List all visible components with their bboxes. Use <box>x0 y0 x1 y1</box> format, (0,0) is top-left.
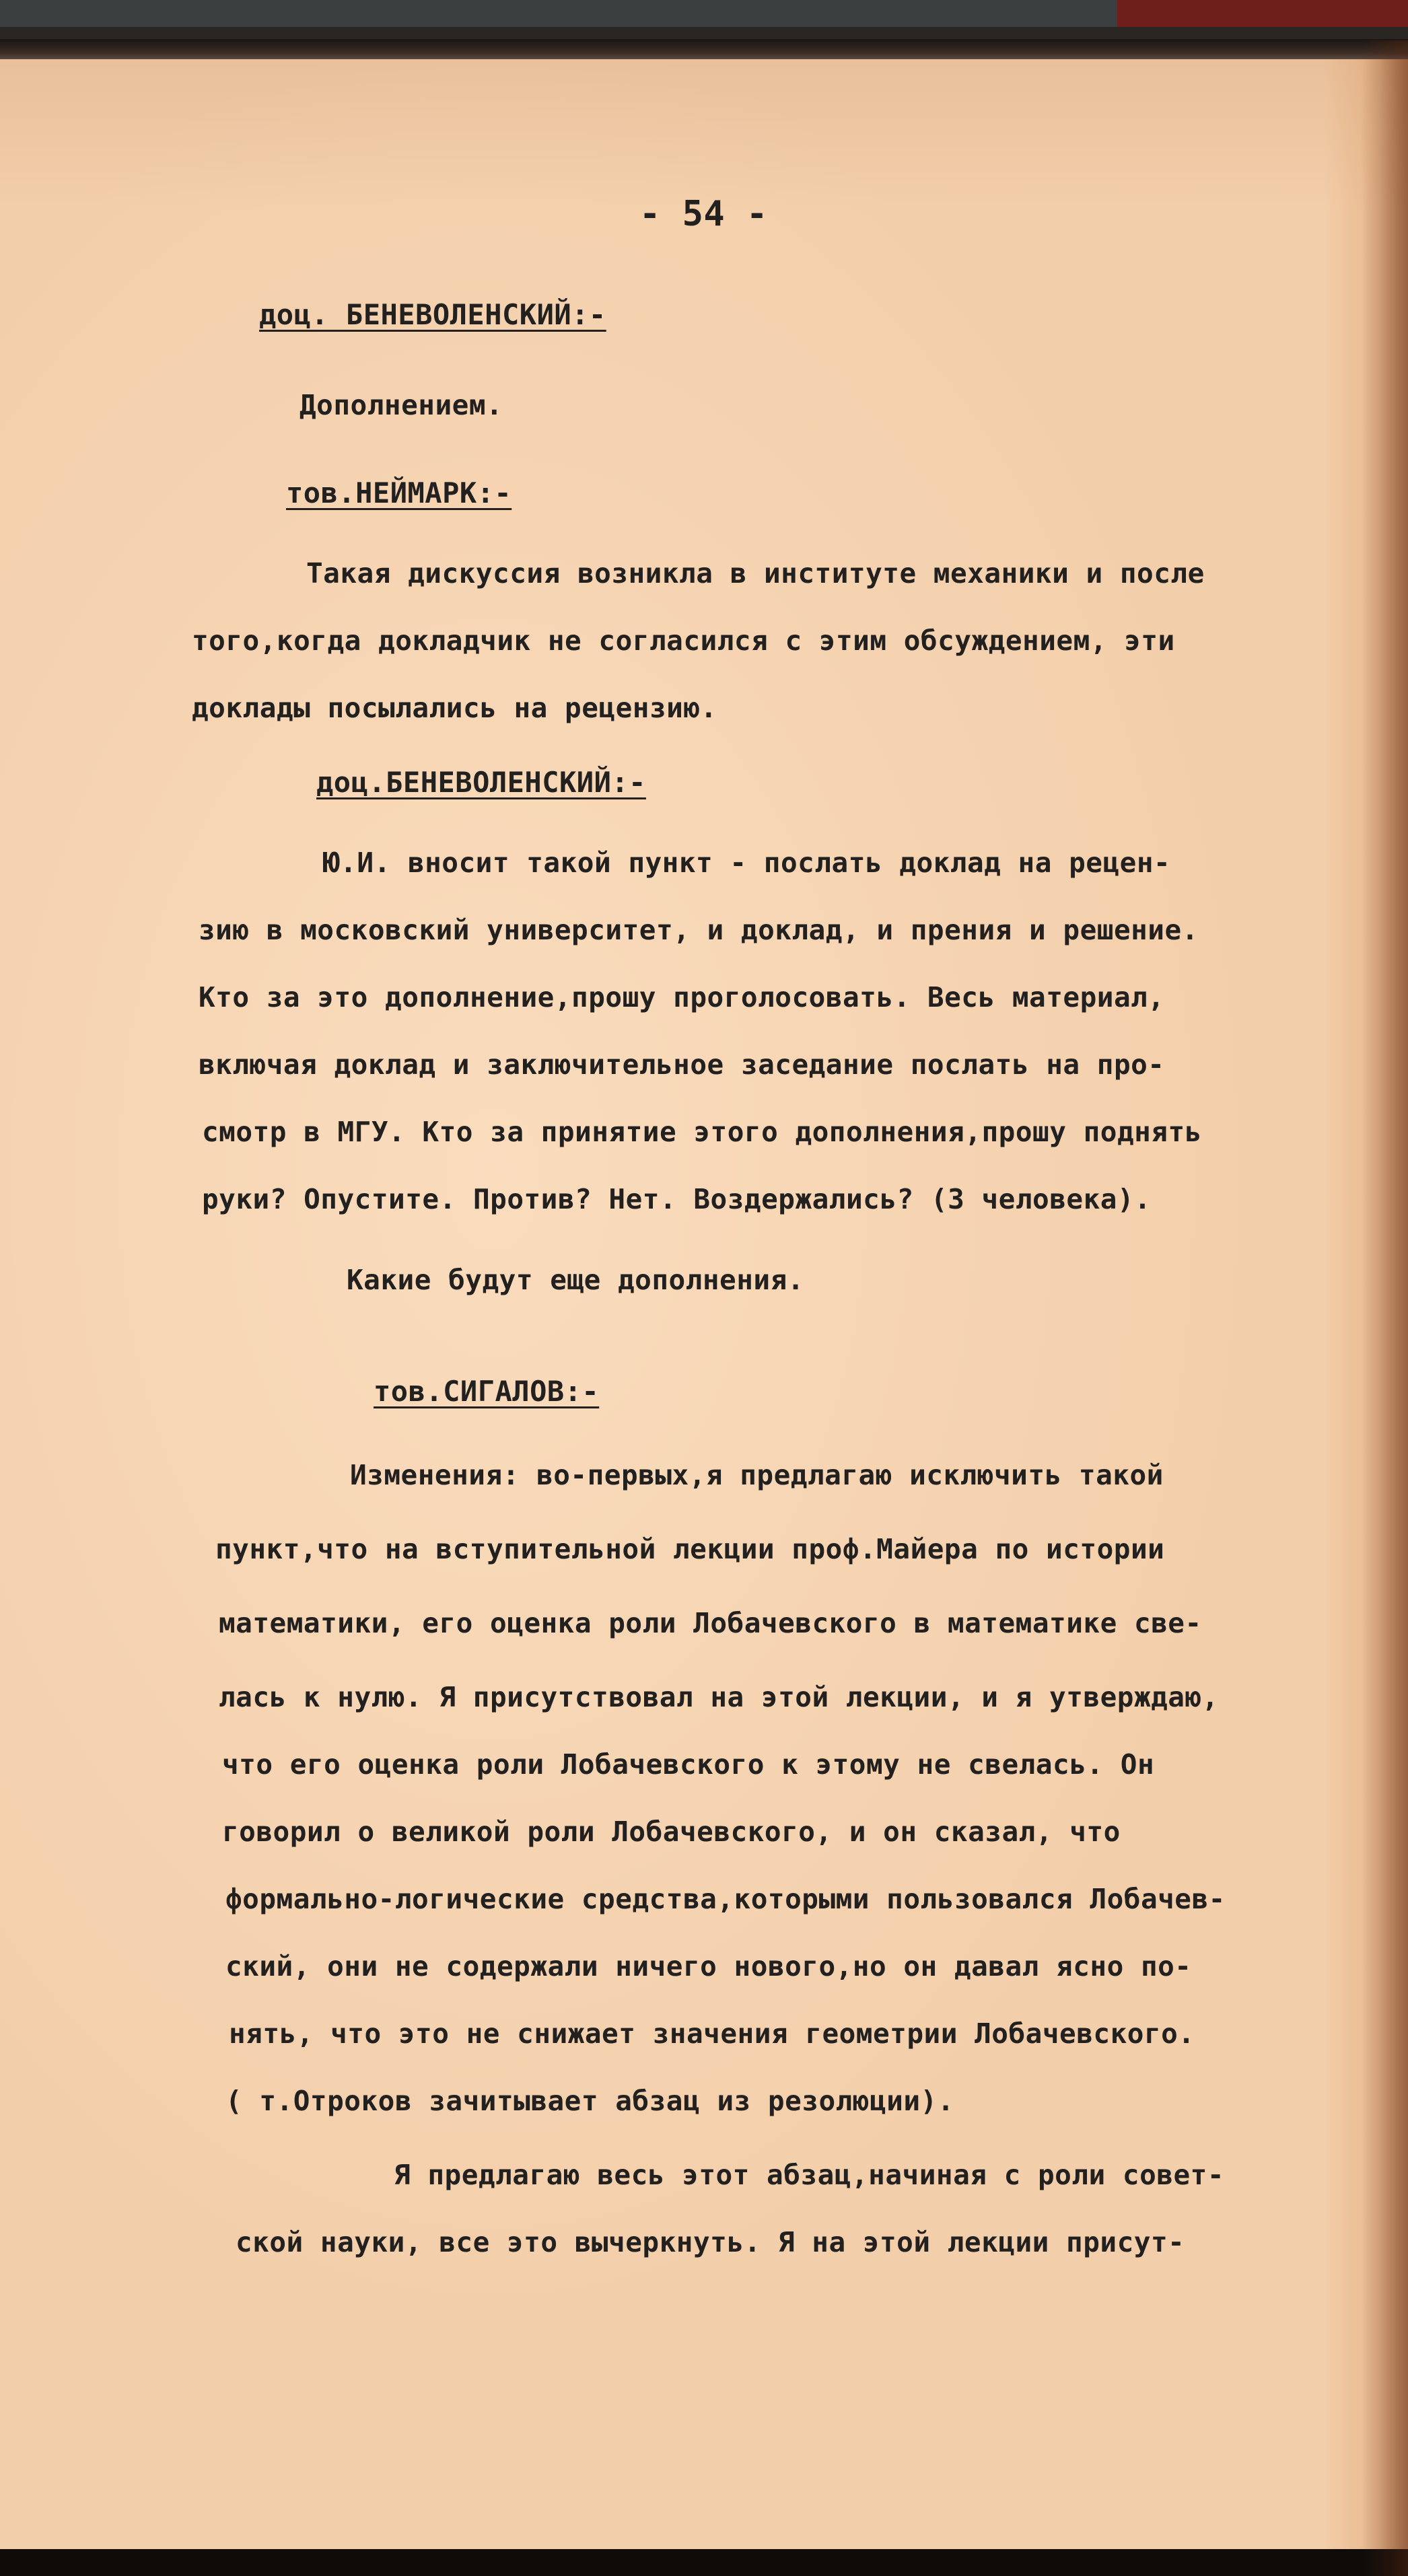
text-line: Дополнением. <box>300 389 503 421</box>
speaker-heading-sigalov: тов.СИГАЛОВ:- <box>374 1375 600 1408</box>
text-line: зию в московский университет, и доклад, и прения и решение. <box>199 914 1199 946</box>
text-line: включая доклад и заключительное заседание послать на про- <box>199 1048 1165 1081</box>
typewritten-page <box>0 59 1408 2549</box>
text-line: Какие будут еще дополнения. <box>347 1264 804 1296</box>
text-line: что его оценка роли Лобачевского к этому не свелась. Он <box>222 1748 1155 1781</box>
page-edge-shadow <box>1361 40 1408 2576</box>
text-line: нять, что это не снижает значения геометрии Лобачевского. <box>229 2017 1195 2050</box>
text-line: Ю.И. вносит такой пункт - послать доклад на рецен- <box>323 847 1171 879</box>
page-number: - 54 - <box>639 194 768 234</box>
text-line: формально-логические средства,которыми пользовался Лобачев- <box>225 1883 1226 1915</box>
speaker-heading-benevolensky: доц.БЕНЕВОЛЕНСКИЙ:- <box>316 766 646 799</box>
text-line: математики, его оценка роли Лобачевского в математике све- <box>219 1607 1202 1639</box>
text-line: ской науки, все это вычеркнуть. Я на этой лекции присут- <box>236 2226 1185 2258</box>
text-line: руки? Опустите. Против? Нет. Воздержались? (3 человека). <box>202 1183 1152 1215</box>
speaker-heading-benevolensky: доц. БЕНЕВОЛЕНСКИЙ:- <box>259 298 606 331</box>
text-line: ( т.Отроков зачитывает абзац из резолюции). <box>225 2085 954 2117</box>
text-line: того,когда докладчик не согласился с этим обсуждением, эти <box>192 624 1175 657</box>
binding-gray-tab <box>0 0 1117 27</box>
speaker-heading-neimark: тов.НЕЙМАРК:- <box>286 476 512 509</box>
text-line: говорил о великой роли Лобачевского, и он сказал, что <box>222 1816 1121 1848</box>
text-line: смотр в МГУ. Кто за принятие этого дополнения,прошу поднять <box>202 1116 1202 1148</box>
text-line: Изменения: во-первых,я предлагаю исключить такой <box>350 1459 1164 1491</box>
binding-red-tab <box>1117 0 1408 27</box>
page-top-edge <box>0 39 1408 62</box>
text-line: ский, они не содержали ничего нового,но он давал ясно по- <box>225 1950 1192 1982</box>
text-line: Такая дискуссия возникла в институте механики и после <box>306 557 1205 589</box>
text-line: Я предлагаю весь этот абзац,начиная с роли совет- <box>394 2159 1225 2191</box>
text-line: пункт,что на вступительной лекции проф.Майера по истории <box>215 1533 1165 1565</box>
text-line: доклады посылались на рецензию. <box>192 692 717 724</box>
text-line: лась к нулю. Я присутствовал на этой лекции, и я утверждаю, <box>219 1681 1219 1713</box>
text-line: Кто за это дополнение,прошу проголосовать. Весь материал, <box>199 981 1165 1013</box>
